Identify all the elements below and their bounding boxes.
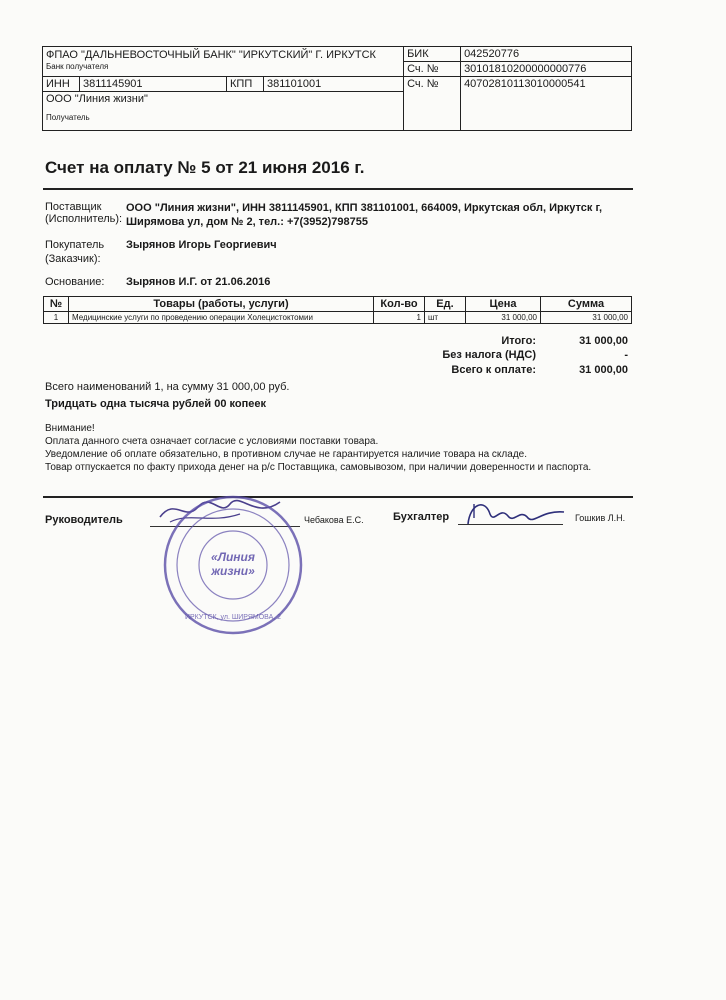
basis-label: Основание: bbox=[45, 276, 105, 288]
row-num: 1 bbox=[44, 312, 69, 324]
supplier-label bbox=[45, 201, 122, 225]
kpp-value: 381101001 bbox=[264, 77, 404, 92]
header-price: Цена bbox=[466, 297, 541, 312]
accountant-name: Гошкив Л.Н. bbox=[575, 513, 626, 523]
supplier-label-line2: (Исполнитель): bbox=[45, 213, 123, 225]
corr-account-value: 30101810200000000776 bbox=[461, 62, 632, 77]
corr-account-label: Сч. № bbox=[404, 62, 461, 77]
items-header-row bbox=[44, 297, 632, 312]
bik-value: 042520776 bbox=[461, 47, 632, 62]
notes-block bbox=[45, 422, 605, 474]
recipient-caption: Получатель bbox=[46, 113, 90, 122]
stamp-center-line2: жизни» bbox=[211, 564, 255, 578]
items-table bbox=[43, 296, 632, 324]
company-stamp bbox=[162, 494, 304, 636]
header-goods: Товары (работы, услуги) bbox=[69, 297, 374, 312]
accountant-label: Бухгалтер bbox=[393, 511, 450, 523]
items-count-summary: Всего наименований 1, на сумму 31 000,00 руб. bbox=[45, 381, 290, 393]
accountant-signature bbox=[460, 496, 570, 532]
invoice-title: Счет на оплату № 5 от 21 июня 2016 г. bbox=[45, 158, 365, 177]
payable-label: Всего к оплате: bbox=[451, 364, 536, 376]
notes-line2: Уведомление об оплате обязательно, в противном случае не гарантируется наличие товара на складе. bbox=[45, 449, 527, 460]
bank-name-cell bbox=[43, 47, 404, 77]
title-rule bbox=[43, 188, 633, 190]
header-unit: Ед. bbox=[425, 297, 466, 312]
director-label: Руководитель bbox=[45, 514, 123, 526]
notes-line1: Оплата данного счета означает согласие с условиями поставки товара. bbox=[45, 436, 379, 447]
amount-in-words: Тридцать одна тысяча рублей 00 копеек bbox=[45, 398, 266, 410]
inn-label: ИНН bbox=[43, 77, 80, 92]
recipient-cell bbox=[43, 92, 404, 131]
payable-value: 31 000,00 bbox=[579, 364, 628, 376]
inn-value: 3811145901 bbox=[80, 77, 227, 92]
stamp-ring-text: ИРКУТСК, ул. ШИРЯМОВА, 2 bbox=[184, 614, 282, 621]
director-name: Чебакова Е.С. bbox=[304, 515, 364, 525]
total-label: Итого: bbox=[501, 335, 536, 347]
supplier-value: ООО "Линия жизни", ИНН 3811145901, КПП 381101001, 664009, Иркутская обл, Иркутск г, Ширямова ул, дом № 2, тел.: +7(3952)798755 bbox=[126, 202, 603, 228]
vat-value: - bbox=[624, 349, 628, 361]
row-sum: 31 000,00 bbox=[541, 312, 632, 324]
row-unit: шт bbox=[425, 312, 466, 324]
total-value: 31 000,00 bbox=[579, 335, 628, 347]
vat-label: Без налога (НДС) bbox=[442, 349, 536, 361]
buyer-label bbox=[45, 239, 104, 265]
bik-label: БИК bbox=[404, 47, 461, 62]
row-qty: 1 bbox=[374, 312, 425, 324]
buyer-value: Зырянов Игорь Георгиевич bbox=[126, 239, 277, 251]
bank-name: ФПАО "ДАЛЬНЕВОСТОЧНЫЙ БАНК" "ИРКУТСКИЙ" Г. ИРКУТСК bbox=[46, 49, 376, 61]
notes-attention: Внимание! bbox=[45, 423, 95, 434]
buyer-label-line2: (Заказчик): bbox=[45, 253, 101, 265]
supplier-label-line1: Поставщик bbox=[45, 201, 102, 213]
recipient-bank-caption: Банк получателя bbox=[46, 62, 109, 71]
recipient-name: ООО "Линия жизни" bbox=[46, 93, 148, 105]
buyer-label-line1: Покупатель bbox=[45, 239, 105, 251]
notes-line3: Товар отпускается по факту прихода денег на р/с Поставщика, самовывозом, при наличии доверенности и паспорта. bbox=[45, 462, 592, 473]
account-value: 40702810113010000541 bbox=[461, 77, 632, 131]
header-qty: Кол-во bbox=[374, 297, 425, 312]
bank-details-table bbox=[42, 46, 632, 131]
row-price: 31 000,00 bbox=[466, 312, 541, 324]
table-row bbox=[44, 312, 632, 324]
basis-value: Зырянов И.Г. от 21.06.2016 bbox=[126, 276, 271, 288]
kpp-label: КПП bbox=[227, 77, 264, 92]
header-sum: Сумма bbox=[541, 297, 632, 312]
account-label: Сч. № bbox=[404, 77, 461, 131]
stamp-center bbox=[162, 550, 304, 578]
row-name: Медицинские услуги по проведению операции Холецистоктомии bbox=[69, 312, 374, 324]
stamp-center-line1: «Линия bbox=[211, 550, 255, 564]
header-num: № bbox=[44, 297, 69, 312]
